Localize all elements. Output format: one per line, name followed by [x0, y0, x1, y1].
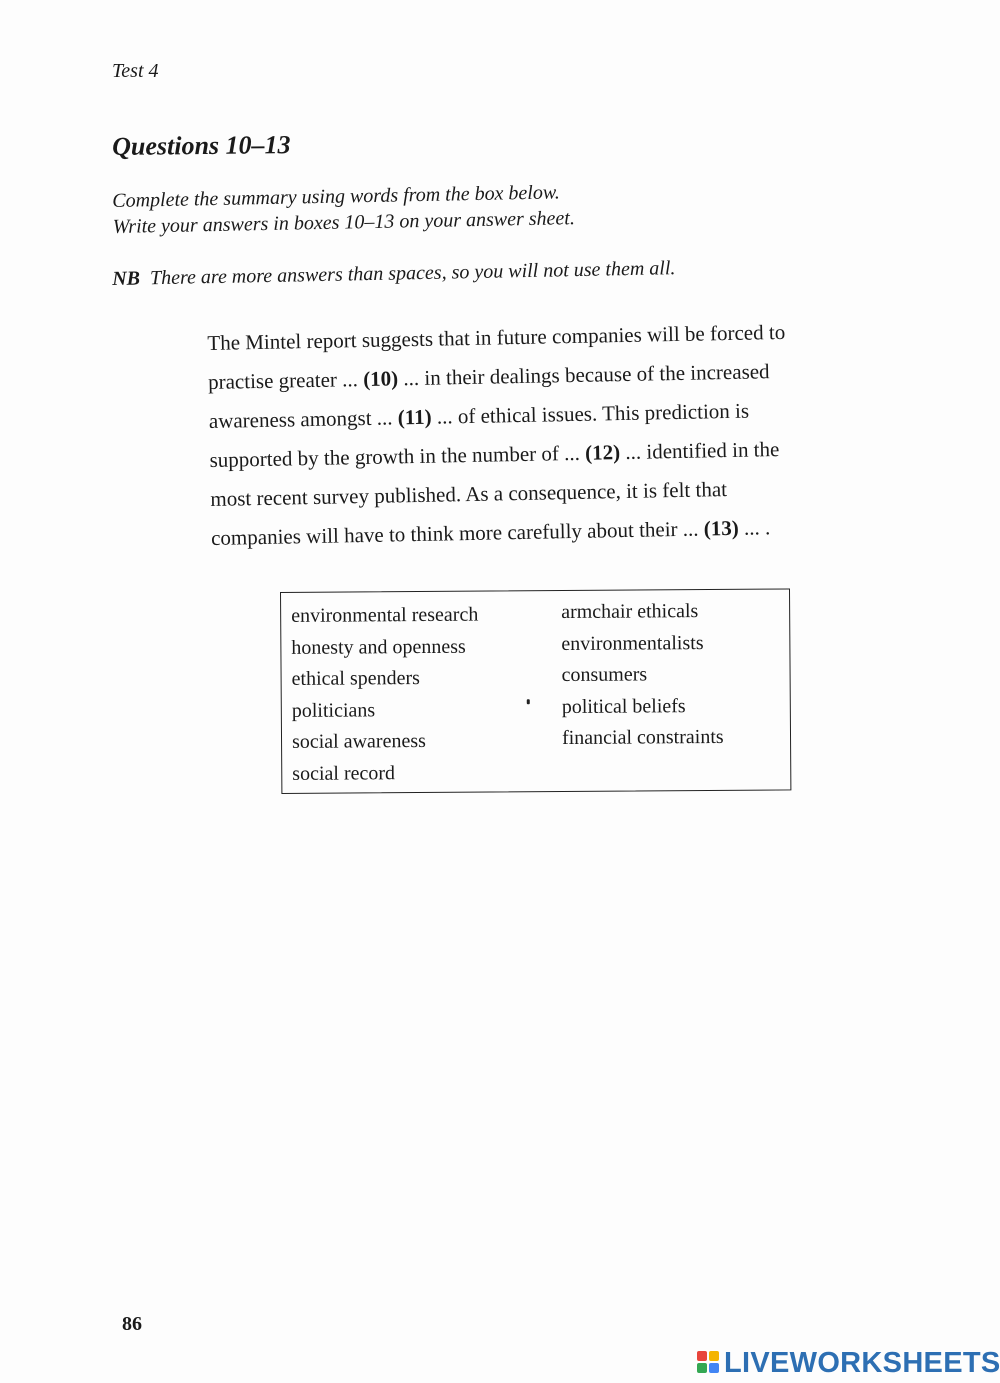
nb-label: NB [112, 267, 141, 290]
word-option: political beliefs [561, 694, 686, 718]
word-box [280, 588, 791, 794]
nb-text: There are more answers than spaces, so you will not use them all. [149, 257, 676, 290]
gap-12[interactable]: (12) [584, 440, 621, 465]
summary-text: awareness amongst ... [208, 405, 399, 433]
liveworksheets-logo-icon [697, 1351, 721, 1375]
word-box-right-column [561, 596, 724, 755]
word-option: social awareness [291, 729, 426, 753]
word-option: financial constraints [561, 725, 724, 750]
summary-text: ... in their dealings because of the increased [397, 359, 770, 391]
liveworksheets-brand[interactable] [697, 1346, 1000, 1380]
instruction-line: Complete the summary using words from the box below. [112, 181, 560, 212]
word-option: environmentalists [561, 631, 704, 655]
brand-name: LIVEWORKSHEETS [724, 1346, 1000, 1379]
word-option: honesty and openness [291, 635, 466, 659]
summary-text: supported by the growth in the number of ... [209, 440, 586, 472]
summary-text: ... . [738, 515, 771, 540]
word-option: environmental research [291, 603, 479, 627]
test-header: Test 4 [112, 60, 159, 82]
word-option: ethical spenders [291, 667, 420, 690]
word-box-left-column [291, 600, 479, 790]
instructions [112, 179, 575, 240]
gap-10[interactable]: (10) [362, 366, 399, 392]
summary-text: companies will have to think more carefully about their ... [210, 516, 705, 550]
gap-11[interactable]: (11) [397, 404, 432, 430]
stray-mark [527, 699, 530, 704]
page-number: 86 [122, 1313, 142, 1335]
summary-text: The Mintel report suggests that in future companies will be forced to [207, 319, 786, 355]
word-option: social record [292, 761, 396, 785]
summary-text: ... of ethical issues. This prediction is [431, 398, 750, 429]
summary-text: practise greater ... [207, 367, 364, 394]
summary-paragraph [207, 312, 851, 558]
summary-text: ... identified in the [619, 437, 780, 465]
instruction-line: Write your answers in boxes 10–13 on your answer sheet. [112, 207, 576, 238]
logo-tile [709, 1363, 719, 1373]
logo-tile [697, 1351, 707, 1361]
word-option: armchair ethicals [561, 600, 699, 624]
gap-13[interactable]: (13) [703, 515, 740, 541]
word-option: politicians [291, 698, 376, 722]
summary-text: most recent survey published. As a consequence, it is felt that [210, 477, 728, 511]
questions-title: Questions 10–13 [112, 130, 291, 161]
logo-tile [709, 1351, 719, 1361]
logo-tile [697, 1363, 707, 1373]
nb-note [112, 257, 676, 291]
word-option: consumers [561, 663, 648, 687]
